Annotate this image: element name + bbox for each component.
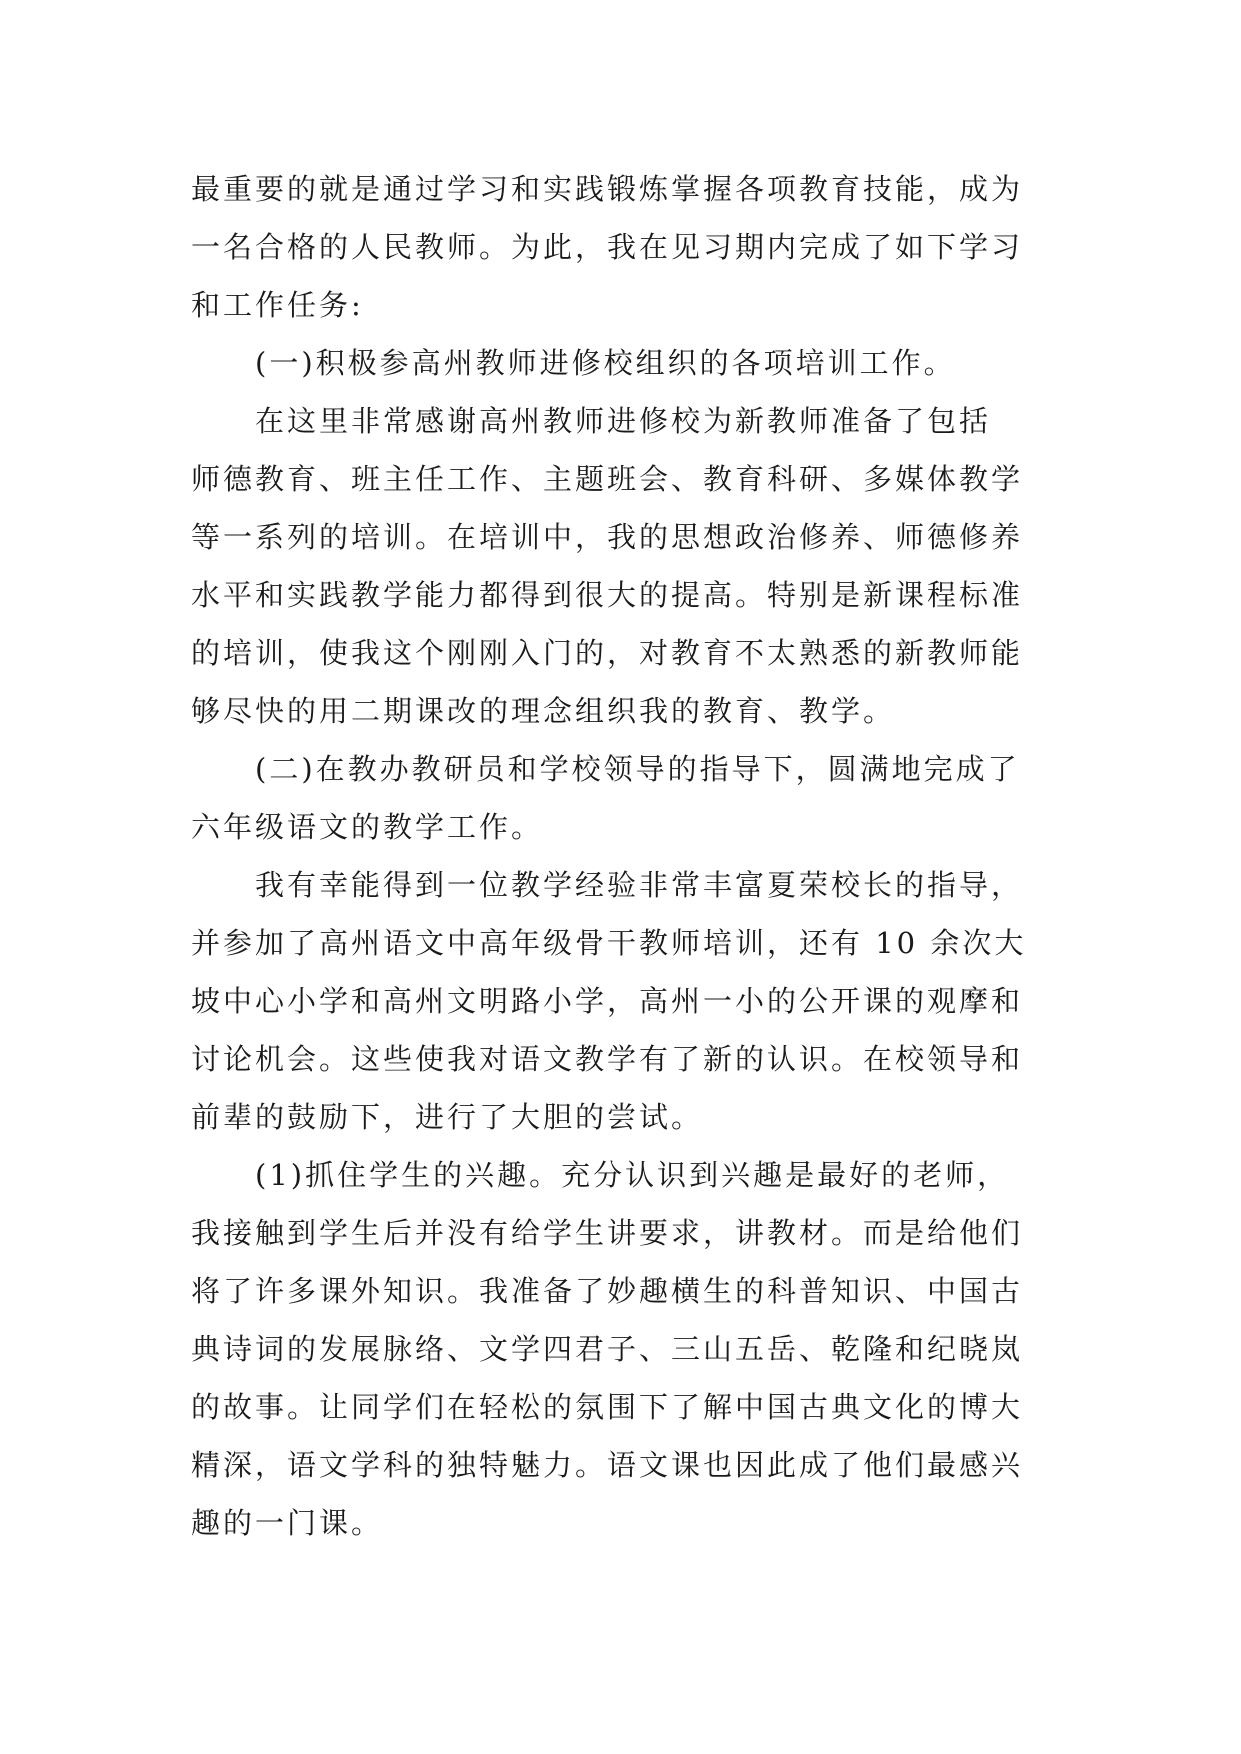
text-line: 趣的一门课。 [191, 1506, 384, 1540]
text-line: 典诗词的发展脉络、文学四君子、三山五岳、乾隆和纪晓岚 [191, 1332, 1024, 1366]
text-line: 精深，语文学科的独特魅力。语文课也因此成了他们最感兴 [191, 1448, 1024, 1482]
text-line: 我有幸能得到一位教学经验非常丰富夏荣校长的指导， [255, 868, 1024, 902]
text-line: 够尽快的用二期课改的理念组织我的教育、教学。 [191, 694, 896, 728]
text-line: 师德教育、班主任工作、主题班会、教育科研、多媒体教学 [191, 462, 1024, 496]
text-line: 并参加了高州语文中高年级骨干教师培训，还有 10 余次大 [191, 926, 1027, 960]
list-item-heading: (1)抓住学生的兴趣。充分认识到兴趣是最好的老师， [255, 1158, 1010, 1192]
section-heading: (一)积极参高州教师进修校组织的各项培训工作。 [255, 346, 956, 380]
document-body [191, 160, 1051, 1552]
text-line: 在这里非常感谢高州教师进修校为新教师准备了包括 [255, 404, 992, 438]
text-line: 的故事。让同学们在轻松的氛围下了解中国古典文化的博大 [191, 1390, 1024, 1424]
text-line: 我接触到学生后并没有给学生讲要求，讲教材。而是给他们 [191, 1216, 1024, 1250]
text-line: 坡中心小学和高州文明路小学，高州一小的公开课的观摩和 [191, 984, 1024, 1018]
text-line: 和工作任务: [191, 288, 364, 322]
text-line: 的培训，使我这个刚刚入门的，对教育不太熟悉的新教师能 [191, 636, 1024, 670]
text-line: 讨论机会。这些使我对语文教学有了新的认识。在校领导和 [191, 1042, 1024, 1076]
text-line: 等一系列的培训。在培训中，我的思想政治修养、师德修养 [191, 520, 1024, 554]
text-line: 前辈的鼓励下，进行了大胆的尝试。 [191, 1100, 704, 1134]
text-line: 最重要的就是通过学习和实践锻炼掌握各项教育技能，成为 [191, 172, 1024, 206]
text-line: 将了许多课外知识。我准备了妙趣横生的科普知识、中国古 [191, 1274, 1024, 1308]
text-line: 六年级语文的教学工作。 [191, 810, 544, 844]
text-line: 水平和实践教学能力都得到很大的提高。特别是新课程标准 [191, 578, 1024, 612]
text-line: 一名合格的人民教师。为此，我在见习期内完成了如下学习 [191, 230, 1024, 264]
section-heading: (二)在教办教研员和学校领导的指导下，圆满地完成了 [255, 752, 1020, 786]
